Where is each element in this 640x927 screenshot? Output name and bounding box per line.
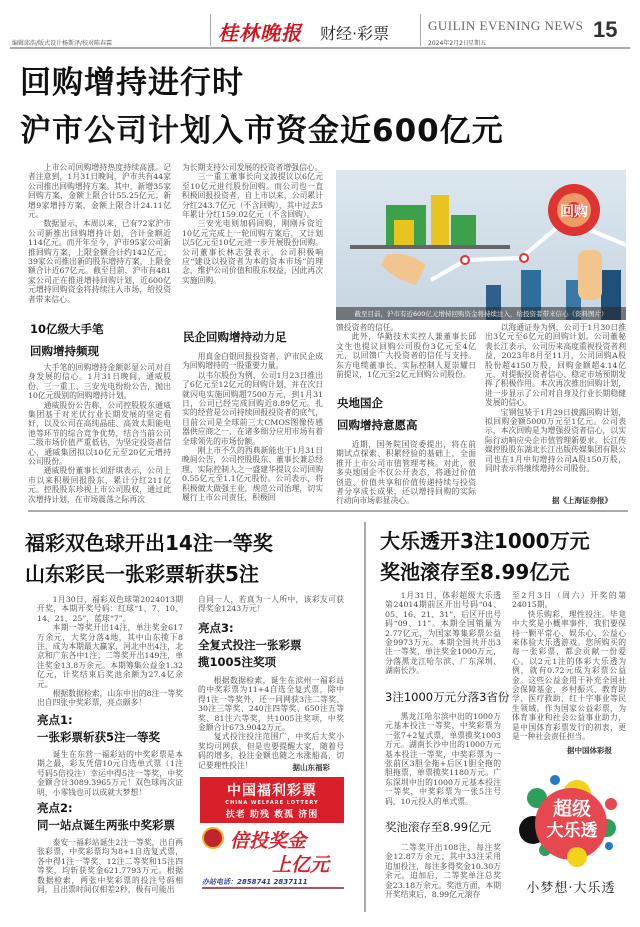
article-source: 据山东福彩 <box>292 763 330 772</box>
headline-line-2: 沪市公司计划入市资金近600亿元 <box>20 113 504 149</box>
subheading: 3注1000万元分落3省份 <box>385 690 510 704</box>
headline-line-1: 回购增持进行时 <box>20 65 244 101</box>
article-column <box>385 712 501 812</box>
article-column <box>485 323 626 495</box>
highlight-title: 同一站点诞生两张中奖彩票 <box>37 818 175 832</box>
article-column <box>336 323 476 393</box>
divider <box>210 14 211 46</box>
credits: 编辑邱浩/版式设计杨斯泽/校对陈春霖 <box>12 40 113 47</box>
article-column <box>28 363 171 509</box>
divider <box>420 14 421 46</box>
paragraph: 黑龙江哈尔滨中出的1000万元基本投注一等奖，中奖彩票为一张7+2复式票，单票揽奖1003万元。湖南长沙中出的1000万元基本投注一等奖，中奖彩票为一张前区3胆全拖+后区1胆全拖的胆拖票，单票揽奖1180万元。广东深圳中出的1000万元基本投注一等奖，中奖彩票为一张5注号码，10元投入的单式票。 <box>385 712 501 806</box>
article-source: 据《上海证券报》 <box>552 496 612 505</box>
highlight-title: 全复式投注一张彩票 <box>198 638 302 652</box>
subheading: 央地国企 <box>337 396 383 410</box>
highlight-label: 亮点2: <box>37 801 73 815</box>
article-column <box>512 591 626 746</box>
paragraph: 以韦尔股份为例，公司1月23日推出了6亿元至12亿元的回购计划，并在次日就闪电实施回购超7500万元，到1月31日，公司已经完成回购近8.89亿元。扎实的经营是公司持续回报投资者的底气，目前公司是全球前三大CMOS图像传感器供应商之一，在诸多细分应用市场有着全球领先的市场份额。 <box>182 370 323 446</box>
paragraph: 近期，国务院国资委提出，将在前期试点探索、积累经验的基础上，全面推开上市公司市值管理考核。对此，很多央地国企不仅公开表态，将通过价值创造、价值共享和价值传递持续与投资者分享成长成果，还以增持回购的实际行动向市场彰显决心。 <box>336 440 476 506</box>
article-illustration <box>336 170 626 320</box>
subheading: 民企回购增持动力足 <box>183 330 287 344</box>
paragraph: 复式投注投注范围广，中奖后大奖小奖均可网获，但是也要提醒大家，随着号码的增多，投注金额也随之水涨船高，切记要理性投注！ <box>198 732 344 770</box>
subheading: 奖池滚存至8.99亿元 <box>385 820 492 834</box>
buyback-badge: 回购 <box>560 204 588 220</box>
paragraph: 数据显示，本周以来，已有72家沪市公司新推出回购增持计划，合计金额近114亿元。而开年至今，沪市95家公司新推回购方案，上限金额合计约142亿元；39家公司推出新的股东增持方案，上限金额合计近67亿元。截至目前，沪市有481家公司正在推进增持回购计划，近600亿元增持回购资金将持续注入市场，给投资者带来信心。 <box>28 219 171 304</box>
headline-line-2: 山东彩民一张彩票斩获5注 <box>25 562 259 586</box>
ad-phone: 办站电话：2858741 2837111 <box>202 877 344 889</box>
paragraph: 至2月3日（周六）开奖的第24015期。 <box>512 591 626 610</box>
article-column <box>198 595 344 620</box>
headline-line-1: 大乐透开3注1000万元 <box>380 529 590 553</box>
paragraph: 三一重工董事长向文波提议以6亿元至10亿元进行股份回购。而公司也一直积极回报投资者，自上市以来，公司累计分红243.7亿元（不含回购），其中过去5年累计分红159.02亿元（不含回购）。 <box>182 172 323 220</box>
paragraph: 三安光电则加码回购，刚刚斥资近10亿元完成上一轮回购方案后，又计划以5亿元至10亿元进一步开展股份回购。公司董事长林志强表示，公司积极响应“建设以投资者为本的资本市场”的理念，维护公司价值和股东权益，因此再次实施回购。 <box>182 219 323 285</box>
section-rule <box>28 510 628 512</box>
subheading: 回购增持意愿高 <box>337 418 418 432</box>
paragraph: 诞生在东营一福彩站的中奖彩票是本期之最，彩友凭借10元自选单式票（1注号码5倍投注）幸运中得5注一等奖，中奖金额合计3089.3965万元！双色球再次证明，小零钱也可以成就大梦想！ <box>37 750 183 797</box>
ad-promo-amount: 上亿元 <box>272 854 330 876</box>
article-column <box>182 352 323 507</box>
paragraph: 自同一人，若真为一人所中，该彩友可获得奖金1243万元！ <box>198 595 344 614</box>
paragraph: 刚上市不久的西典新能也于1月31日晚间公告，公司控股股东、董事长兼总经理、实际控制人之一盛建华提议公司回购0.55亿元至1.1亿元股份。公司表示，将积极做大做强主业，规范公司治理，切实履行上市公司责任，积极回 <box>182 446 323 503</box>
column-divider <box>364 522 366 912</box>
paragraph: 用真金白银回报投资者，沪市民企成为回购增持的一股重要力量。 <box>182 352 323 371</box>
ad-brand: 中国福利彩票 <box>227 783 317 799</box>
highlight-label: 亮点3: <box>198 621 234 635</box>
paragraph: 此外，华勤技术实控人兼董事长邱文生也提议回购公司股份3亿元至4亿元，以回馈广大投资者的信任与支持。东方电缆董事长、实际控制人夏崇耀日前提议，1亿元至2亿元回购公司股份。 <box>336 332 476 380</box>
highlight-title: 揽1005注奖项 <box>198 655 277 669</box>
article-column <box>336 440 476 505</box>
headline-line-1: 福彩双色球开出14注一等奖 <box>25 531 273 555</box>
article-column <box>182 163 323 313</box>
paragraph: 通威股份董事长刘舒琪表示，公司上市以来积极回报股东，累计分红211亿元。控股股东珍视上市公司股权，通过此次增持计划，在市场震荡之际再次 <box>28 466 171 504</box>
ad-promo: 倍投奖金 <box>230 830 307 852</box>
article-column <box>385 843 501 905</box>
article-column <box>37 838 183 901</box>
paragraph: 泰安一福彩站诞生2注一等奖，出自两张彩票，中奖彩票均为8+1自选复式票，各中得1注一等奖、12注二等奖和15注四等奖，均斩获奖金621.7793万元。根据数据检索，两张中奖彩票的投注号码相同，且出票时间仅相差2秒，极有可能出 <box>37 838 183 895</box>
highlight-title: 一张彩票斩获5注一等奖 <box>37 730 161 744</box>
paragraph: 二等奖开出108注，每注奖金12.87万余元；其中33注采用追加投注，每注多得奖金10.30万余元。追加后，二等奖单注总奖金23.18万余元。奖池方面，本期开奖结束后，8.99亿元滚存 <box>385 843 501 900</box>
article-column <box>28 163 171 313</box>
welfare-lottery-ad <box>200 777 344 892</box>
article-column <box>385 591 501 686</box>
newspaper-logo: 桂林晚报 <box>218 21 302 45</box>
paragraph: 本期一等奖开出14注，单注奖金617万余元，大奖分落4地，其中山东揽下8注，成为本期最大赢家，河北中出4注，北京和广东各中1注；二等奖开出149注，单注奖金13.8万余元。本期筹集公益金1.32亿元，计奖结束后奖池余额为27.4亿余元。 <box>37 623 183 689</box>
logo-line-2: 大乐透 <box>546 821 598 841</box>
headline-line-2: 奖池滚存至8.99亿元 <box>380 560 570 584</box>
subheading: 回购增持频现 <box>30 344 99 358</box>
lottery-ball-icon <box>202 827 224 849</box>
paragraph: 以海通证券为例，公司于1月30日推出3亿元至6亿元的回购计划。公司董秘裴长江表示，公司历来高度重视投资者利益，2023年8月至11月，公司回购A股股份超4150万股，回购金额超4.14亿元，对提振投资者信心、稳定市场预期发挥了积极作用。本次再次推出回购计划，进一步显示了公司对自身及行业长期稳健发展的信心。 <box>485 323 626 408</box>
page-number: 15 <box>593 17 618 42</box>
logo-slogan: 小梦想·大乐透 <box>526 881 616 896</box>
paragraph: 通威股份公告称，公司控股股东通威集团基于对光伏行业长期发展的坚定看好，以及公司在高纯晶硅、高效太阳能电池等环节的综合竞争优势，结合当前公司二级市场价值严重低估，为坚定投资者信心，通威集团拟以10亿元至20亿元增持公司股份。 <box>28 400 171 467</box>
article-column <box>37 595 183 713</box>
article-source: 据中国体彩报 <box>567 746 612 755</box>
weekday: 星期五 <box>468 40 487 47</box>
english-masthead: GUILIN EVENING NEWS <box>428 18 584 33</box>
paragraph: 上市公司回购增持热度持续高涨。记者注意到，1月31日晚间，沪市共有44家公司推出回购增持方案。其中，新增35家回购方案，金额上限合计55.25亿元；新增9家增持方案，金额上限合计24.11亿元。 <box>28 163 171 220</box>
image-caption: 截至目前，沪市有近600亿元增持回购资金将持续注入，给投资者带来信心（资料图片） <box>336 307 626 320</box>
buyback-illustration <box>336 170 626 320</box>
section-name: 财经·彩票 <box>320 24 390 43</box>
paragraph: 根据数据检索，山东中出的8注一等奖出自四张中奖彩票，亮点颇多！ <box>37 689 183 708</box>
super-lotto-logo <box>515 772 627 900</box>
paragraph: 快乐购彩，理性投注。毕竟中大奖是小概率事件，我们要保持一颗平常心、娱乐心、公益心来体验大乐透游戏。您所购买的每一张彩票，都会贡献一份爱心。以2元1注的体彩大乐透为例，就有0.72元成为彩票公益金。这些公益金用于补充全国社会保障基金、乡村振兴、教育助学、医疗救助、红十字事业等民生领域。作为国家公益彩票，为体育事业和社会公益事业助力，是中国体育彩票发行的初衷，更是一种社会责任担当。 <box>512 609 626 742</box>
paragraph: 为长期支持公司发展的投资者增强信心。 <box>182 163 323 172</box>
ad-slogan: 扶老 助残 救孤 济困 <box>225 810 319 820</box>
paragraph: 1月30日，福彩双色球第2024013期开奖，本期开奖号码：红球“1、7、10、14、21、25”，蓝球“7”。 <box>37 595 183 623</box>
date: 2024年2月2日 <box>428 40 469 47</box>
logo-line-1: 超级 <box>552 798 591 820</box>
article-column <box>37 750 183 800</box>
paragraph: 馈投资者的信任。 <box>336 323 399 332</box>
paragraph: 根据数据检索，诞生在滨州一福彩站的中奖彩票为11+4自选全复式票，除中得1注一等奖外，还一同网获3注二等奖、30注三等奖、240注四等奖、650注五等奖、81注六等奖，共1005注奖项，中奖金额合计673.9042万元。 <box>198 676 344 733</box>
paragraph: 大手笔的回购增持金额彰显公司对自身发展的信心。1月31日晚间，通威股份、三一重工、三安光电纷纷公告，抛出10亿元级别的回购增持计划。 <box>28 363 171 401</box>
subheading: 10亿级大手笔 <box>30 322 104 336</box>
paragraph: 1月31日，体彩超级大乐透第24014期前区开出号码“04、05、16、21、31”，后区开出号码“09、11”。本期全国销量为2.77亿元，为国家筹集彩票公益金9973万元。本期全国共开出3注一等奖，单注奖金1000万元，分落黑龙江哈尔滨、广东深圳、湖南长沙。 <box>385 591 501 676</box>
paragraph: 宝钢包装于1月29日披露回购计划，拟回购金额5000万元至1亿元。公司表示，本次回购是为增强投资者信心，以实际行动响应央企市值管理新要求。长江传媒控股股东湖北长江出版传媒集团有限公司也在1月中旬增持公司A股150万股，同时表示将继续增持公司股份。 <box>485 407 626 474</box>
highlight-label: 亮点1: <box>37 713 73 727</box>
header-rule <box>10 47 630 49</box>
ad-brand-en: CHINA WELFARE LOTTERY <box>225 800 319 806</box>
